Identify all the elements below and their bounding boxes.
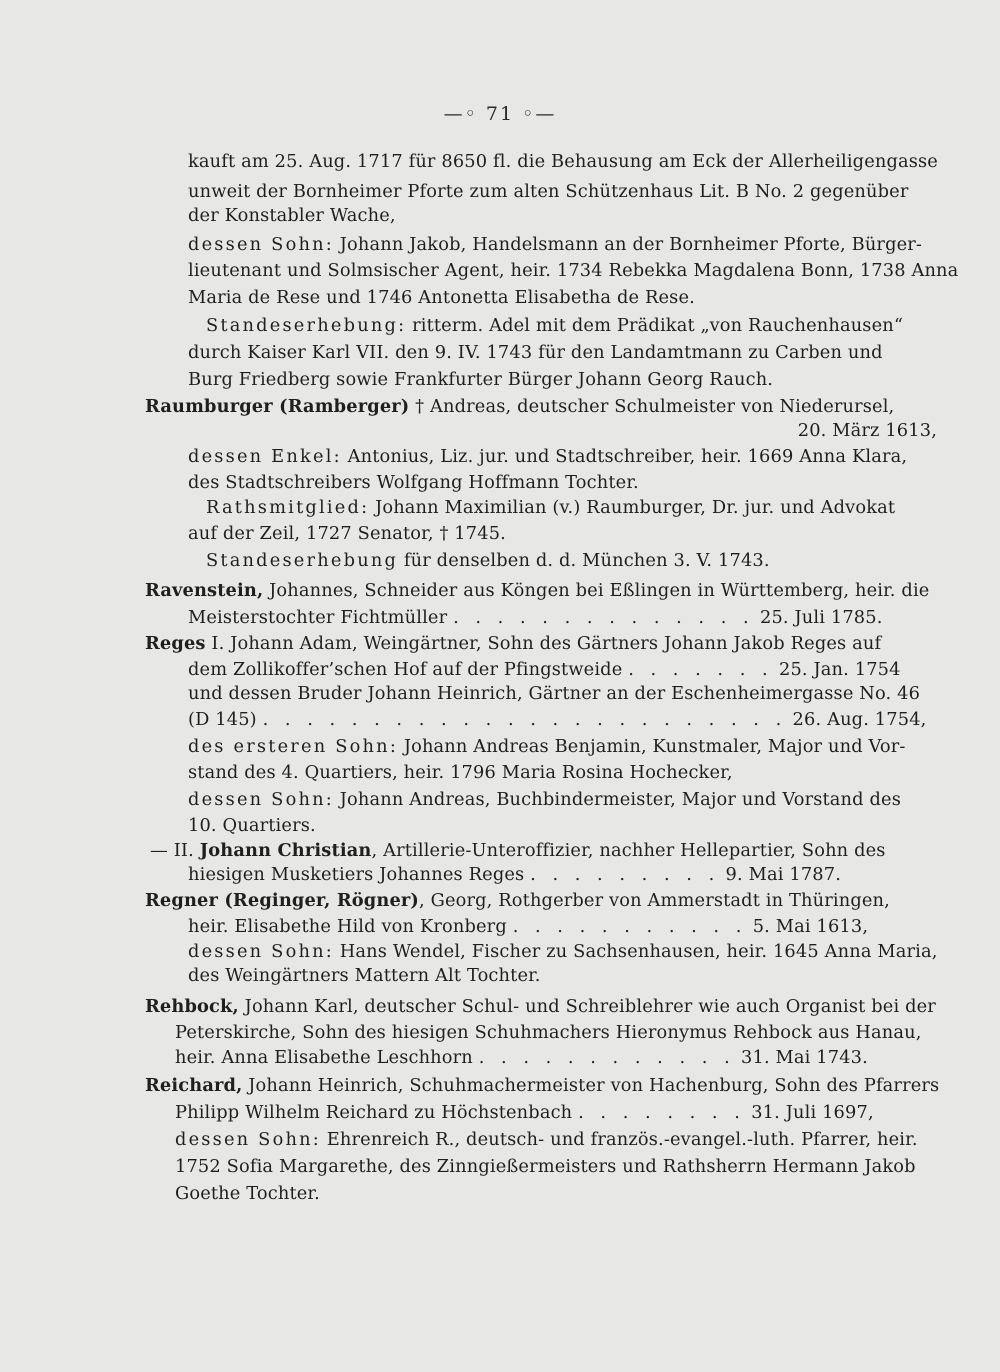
text-line: Meisterstochter Fichtmüller . . . . . . . . . . . . . . 25. Juli 1785. — [188, 607, 883, 628]
entry-line: Raumburger (Ramberger) † Andreas, deutscher Schulmeister von Niederursel, — [145, 396, 895, 417]
text-line: lieutenant und Solmsischer Agent, heir. 1734 Rebekka Magdalena Bonn, 1738 Anna — [188, 260, 959, 281]
text-line: dessen Enkel: Antonius, Liz. jur. und Stadtschreiber, heir. 1669 Anna Klara, — [188, 446, 908, 467]
text-line: dessen Sohn: Ehrenreich R., deutsch- und französ.-evangel.-luth. Pfarrer, heir. — [175, 1129, 918, 1150]
text-line: Philipp Wilhelm Reichard zu Höchstenbach . . . . . . . . 31. Juli 1697, — [175, 1102, 874, 1123]
text-line: dessen Sohn: Hans Wendel, Fischer zu Sachsenhausen, heir. 1645 Anna Maria, — [188, 941, 938, 962]
page-number: —◦ 71 ◦— — [443, 103, 557, 125]
text-line: und dessen Bruder Johann Heinrich, Gärtner an der Eschenheimergasse No. 46 — [188, 683, 921, 704]
text-line: hiesigen Musketiers Johannes Reges . . . . . . . . . 9. Mai 1787. — [188, 864, 842, 885]
text-line: (D 145) . . . . . . . . . . . . . . . . . . . . . . . . 26. Aug. 1754, — [188, 709, 927, 730]
entry-line: Reichard, Johann Heinrich, Schuhmachermeister von Hachenburg, Sohn des Pfarrers — [145, 1075, 940, 1096]
text-line: Standeserhebung: ritterm. Adel mit dem Prädikat „von Rauchenhausen“ — [206, 315, 904, 336]
entry-line: — II. Johann Christian, Artillerie-Unteroffizier, nachher Hellepartier, Sohn des — [150, 840, 886, 861]
text-line: dessen Sohn: Johann Andreas, Buchbindermeister, Major und Vorstand des — [188, 789, 901, 810]
text-line: Standeserhebung für denselben d. d. München 3. V. 1743. — [206, 550, 770, 571]
text-line: des Weingärtners Mattern Alt Tochter. — [188, 965, 541, 986]
entry-name: Johann Christian — [199, 840, 372, 861]
text-line: stand des 4. Quartiers, heir. 1796 Maria Rosina Hochecker, — [188, 762, 733, 783]
text-line: 1752 Sofia Margarethe, des Zinngießermeisters und Rathsherrn Hermann Jakob — [175, 1156, 916, 1177]
text-line: unweit der Bornheimer Pforte zum alten Schützenhaus Lit. B No. 2 gegenüber — [188, 181, 909, 202]
text-line: 10. Quartiers. — [188, 815, 316, 836]
text-line: dessen Sohn: Johann Jakob, Handelsmann an der Bornheimer Pforte, Bürger- — [188, 234, 923, 255]
text-line: des Stadtschreibers Wolfgang Hoffmann Tochter. — [188, 472, 639, 493]
entry-line: Rehbock, Johann Karl, deutscher Schul- und Schreiblehrer wie auch Organist bei der — [145, 996, 936, 1017]
entry-name: Regner (Reginger, Rögner) — [145, 890, 419, 911]
text-line: heir. Elisabethe Hild von Kronberg . . . . . . . . . . . 5. Mai 1613, — [188, 916, 869, 937]
text-line: der Konstabler Wache, — [188, 205, 396, 226]
entry-line: Ravenstein, Johannes, Schneider aus Köngen bei Eßlingen in Württemberg, heir. die — [145, 580, 930, 601]
text-line: Rathsmitglied: Johann Maximilian (v.) Raumburger, Dr. jur. und Advokat — [206, 497, 896, 518]
entry-name: Rehbock, — [145, 996, 239, 1017]
text-line: auf der Zeil, 1727 Senator, † 1745. — [188, 523, 506, 544]
entry-line: Reges I. Johann Adam, Weingärtner, Sohn des Gärtners Johann Jakob Reges auf — [145, 633, 882, 654]
entry-name: Raumburger (Ramberger) — [145, 396, 410, 417]
text-line: kauft am 25. Aug. 1717 für 8650 fl. die Behausung am Eck der Allerheiligengasse — [188, 151, 938, 172]
entry-line: Regner (Reginger, Rögner), Georg, Rothgerber von Ammerstadt in Thüringen, — [145, 890, 890, 911]
text-line: durch Kaiser Karl VII. den 9. IV. 1743 für den Landamtmann zu Carben und — [188, 342, 883, 363]
text-line: Burg Friedberg sowie Frankfurter Bürger Johann Georg Rauch. — [188, 369, 774, 390]
text-line: Goethe Tochter. — [175, 1183, 320, 1204]
date-line: 20. März 1613, — [797, 420, 937, 441]
entry-name: Reges — [145, 633, 206, 654]
text-line: heir. Anna Elisabethe Leschhorn . . . . . . . . . . . . 31. Mai 1743. — [175, 1047, 868, 1068]
text-line: dem Zollikoffer’schen Hof auf der Pfingstweide . . . . . . . 25. Jan. 1754 — [188, 659, 901, 680]
text-line: Peterskirche, Sohn des hiesigen Schuhmachers Hieronymus Rehbock aus Hanau, — [175, 1022, 922, 1043]
entry-name: Reichard, — [145, 1075, 243, 1096]
text-line: Maria de Rese und 1746 Antonetta Elisabetha de Rese. — [188, 287, 695, 308]
text-line: des ersteren Sohn: Johann Andreas Benjamin, Kunstmaler, Major und Vor- — [188, 736, 906, 757]
entry-name: Ravenstein, — [145, 580, 264, 601]
